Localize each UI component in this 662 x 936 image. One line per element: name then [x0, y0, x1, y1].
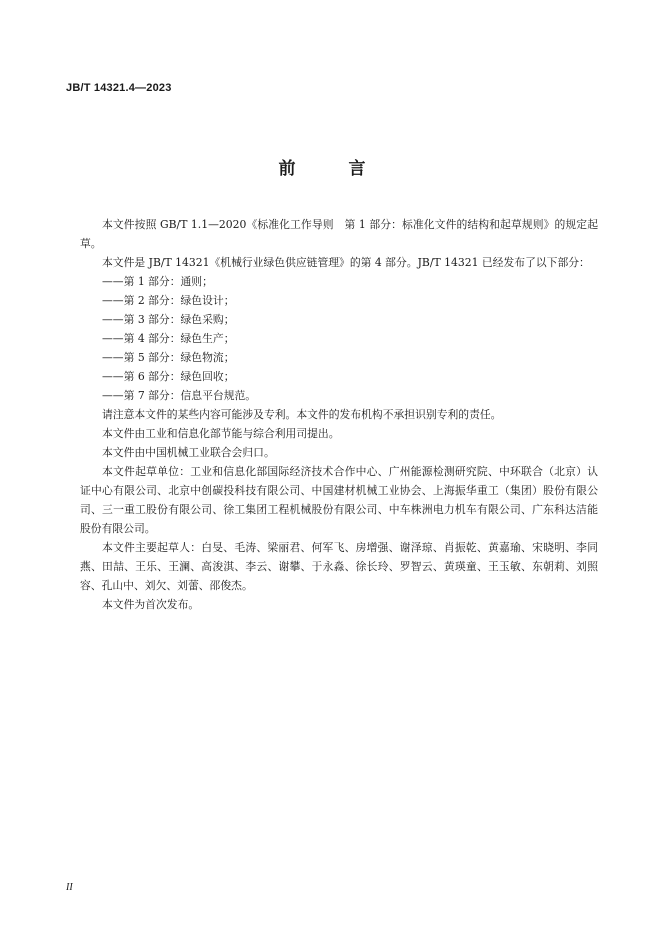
paragraph-drafting-organizations: 本文件起草单位：工业和信息化部国际经济技术合作中心、广州能源检测研究院、中环联合（北京）认证中心有限公司、北京中创碳投科技有限公司、中国建材机械工业协会、上海振华重工（集团）股份有限公司、三一重工股份有限公司、徐工集团工程机械股份有限公司、中车株洲电力机车有限公司、广东科达洁能股份有限公司。: [80, 465, 598, 535]
paragraph-responsible-body: 本文件由中国机械工业联合会归口。: [102, 446, 275, 459]
parts-list: [80, 272, 598, 405]
list-item: ——第 1 部分：通则；: [102, 275, 213, 288]
paragraph-drafters: 本文件主要起草人：白旻、毛涛、梁丽君、何军飞、房增强、谢泽琼、肖振乾、黄嘉瑜、宋晓明、李同燕、田喆、王乐、王澜、高浚淇、李云、谢攀、于永淼、徐长玲、罗智云、黄瑛童、王玉敏、东朝莉、刘照容、孔山中、刘欠、刘蕾、邵俊杰。: [80, 541, 598, 592]
paragraph-proposer: 本文件由工业和信息化部节能与综合利用司提出。: [102, 427, 340, 440]
list-item: ——第 5 部分：绿色物流；: [102, 351, 235, 364]
list-item: ——第 3 部分：绿色采购；: [102, 313, 235, 326]
page-title: 前 言: [278, 159, 384, 179]
paragraph-drafting-rules: 本文件按照 GB/T 1.1—2020《标准化工作导则 第 1 部分：标准化文件的结构和起草规则》的规定起草。: [80, 218, 598, 250]
paragraph-series-info: 本文件是 JB/T 14321《机械行业绿色供应链管理》的第 4 部分。JB/T 14321 已经发布了以下部分：: [102, 256, 590, 269]
list-item: ——第 6 部分：绿色回收；: [102, 370, 235, 383]
list-item: ——第 7 部分：信息平台规范。: [102, 389, 257, 402]
document-body: [80, 215, 598, 614]
paragraph-first-release: 本文件为首次发布。: [102, 598, 200, 611]
page-number: II: [66, 882, 73, 893]
paragraph-patent-notice: 请注意本文件的某些内容可能涉及专利。本文件的发布机构不承担识别专利的责任。: [102, 408, 502, 421]
document-code: JB/T 14321.4—2023: [66, 82, 172, 94]
list-item: ——第 4 部分：绿色生产；: [102, 332, 235, 345]
list-item: ——第 2 部分：绿色设计；: [102, 294, 235, 307]
